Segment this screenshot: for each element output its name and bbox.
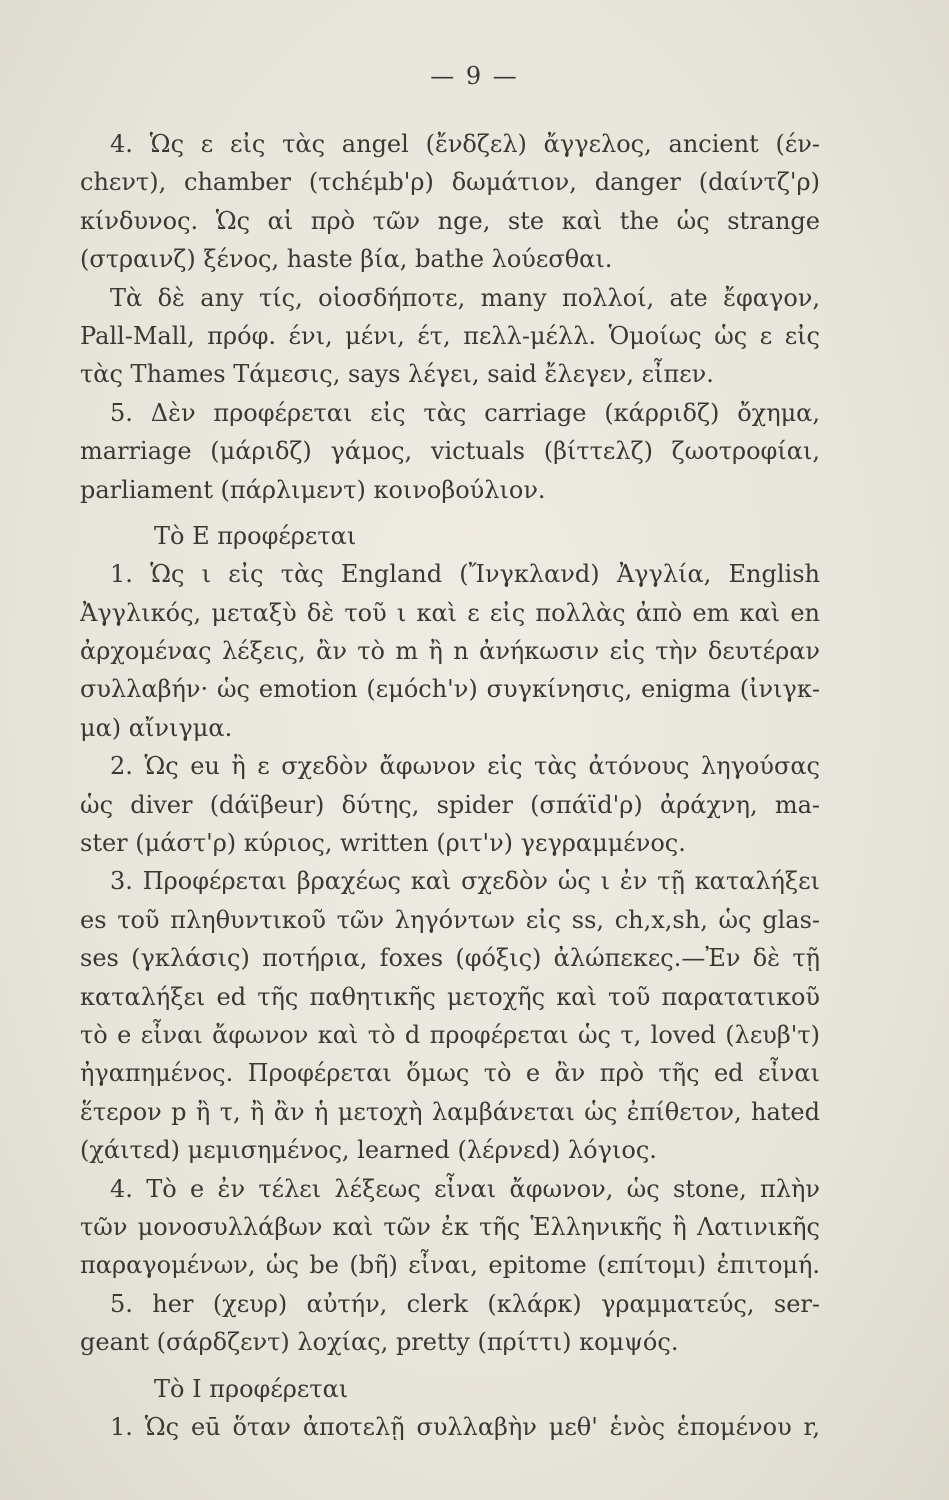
section-heading: Τὸ E προφέρεται: [154, 521, 357, 550]
text-line: 5. her (χευρ) αὐτήν, clerk (κλάρκ) γραμματεύς, ser-: [110, 1289, 820, 1318]
text-line: ὡς diver (dάϊβeur) δύτης, spider (σπάϊd'ρ) ἀράχνη, ma-: [80, 790, 820, 819]
text-line: es τοῦ πληθυντικοῦ τῶν ληγόντων εἰς ss, ch,x,sh, ὡς glas-: [80, 905, 820, 934]
text-line: Τὰ δὲ any τίς, οἱοσδήποτε, many πολλοί, ate ἔφαγον,: [110, 283, 820, 312]
text-line: Ἀγγλικός, μεταξὺ δὲ τοῦ ι καὶ ε εἰς πολλὰς ἀπὸ em καὶ en: [80, 598, 820, 627]
text-line: chεντ), chamber (τchέμb'ρ) δωμάτιον, danger (dαίντζ'ρ): [80, 168, 820, 197]
text-line: 3. Προφέρεται βραχέως καὶ σχεδὸν ὡς ι ἐν τῇ καταλήξει: [110, 867, 820, 896]
text-line: τὰς Thames Τάμεσις, says λέγει, said ἔλεγεν, εἶπεν.: [80, 360, 714, 389]
text-line: parliament (πάρλιμεντ) κοινοβούλιον.: [80, 475, 546, 504]
text-line: (χάιτεd) μεμισημένος, learned (λέρνεd) λόγιος.: [80, 1136, 657, 1165]
text-line: παραγομένων, ὡς be (bῆ) εἶναι, epitome (επίτομι) ἐπιτομή.: [80, 1251, 820, 1280]
text-line: 4. Ὡς ε εἰς τὰς angel (ἔνδζελ) ἄγγελος, ancient (έν-: [110, 130, 820, 158]
text-line: μα) αἴνιγμα.: [80, 713, 233, 742]
text-line: ἀρχομένας λέξεις, ἂν τὸ m ἢ n ἀνήκωσιν εἰς τὴν δευτέραν: [80, 637, 820, 666]
text-line: (στραινζ) ξένος, haste βία, bathe λούεσθαι.: [80, 245, 613, 274]
text-line: ἠγαπημένος. Προφέρεται ὅμως τὸ e ἂν πρὸ τῆς ed εἶναι: [80, 1059, 820, 1088]
text-line: καταλήξει ed τῆς παθητικῆς μετοχῆς καὶ τοῦ παρατατικοῦ: [80, 982, 820, 1011]
text-line: τῶν μονοσυλλάβων καὶ τῶν ἐκ τῆς Ἑλληνικῆς ἢ Λατινικῆς: [80, 1212, 820, 1241]
text-line: 4. Τὸ e ἐν τέλει λέξεως εἶναι ἄφωνον, ὡς stone, πλὴν: [110, 1174, 820, 1203]
text-line: geant (σάρδζεντ) λοχίας, pretty (πρίττι) κομψός.: [80, 1328, 679, 1357]
text-line: ster (μάστ'ρ) κύριος, written (ριτ'ν) γεγραμμένος.: [80, 829, 686, 858]
text-line: συλλαβήν· ὡς emotion (εμόch'ν) συγκίνησις, enigma (ἰνιγκ-: [80, 675, 820, 704]
text-line: ἕτερον p ἢ τ, ἢ ἂν ἡ μετοχὴ λαμβάνεται ὡς ἐπίθετον, hated: [80, 1097, 820, 1126]
text-line: κίνδυνος. Ὡς αἱ πρὸ τῶν nge, ste καὶ the ὡς strange: [80, 206, 820, 235]
text-line: 1. Ὡς ι εἰς τὰς England (Ἴνγκλανd) Ἀγγλία, English: [110, 560, 820, 589]
page-number: — 9 —: [430, 62, 519, 90]
text-line: Pall-Mall, πρόφ. ένι, μένι, έτ, πελλ-μέλλ. Ὁμοίως ὡς ε εἰς: [80, 321, 820, 350]
body-text: [80, 125, 820, 1446]
text-line: 2. Ὡς eu ἢ ε σχεδὸν ἄφωνον εἰς τὰς ἀτόνους ληγούσας: [110, 752, 820, 781]
text-line: 5. Δὲν προφέρεται εἰς τὰς carriage (κάρριδζ) ὄχημα,: [110, 398, 820, 427]
section-heading: Τὸ I προφέρεται: [154, 1374, 349, 1403]
text-line: marriage (μάριδζ) γάμος, victuals (βίττελζ) ζωοτροφίαι,: [80, 437, 820, 466]
text-line: τὸ e εἶναι ἄφωνον καὶ τὸ d προφέρεται ὡς τ, loved (λευβ'τ): [80, 1020, 820, 1049]
text-line: 1. Ὡς eū ὅταν ἀποτελῇ συλλαβὴν μεθ' ἑνὸς ἑπομένου r,: [110, 1412, 820, 1441]
text-line: ses (γκλάσις) ποτήρια, foxes (φόξις) ἀλώπεκες.—Ἐν δὲ τῇ: [80, 944, 820, 973]
